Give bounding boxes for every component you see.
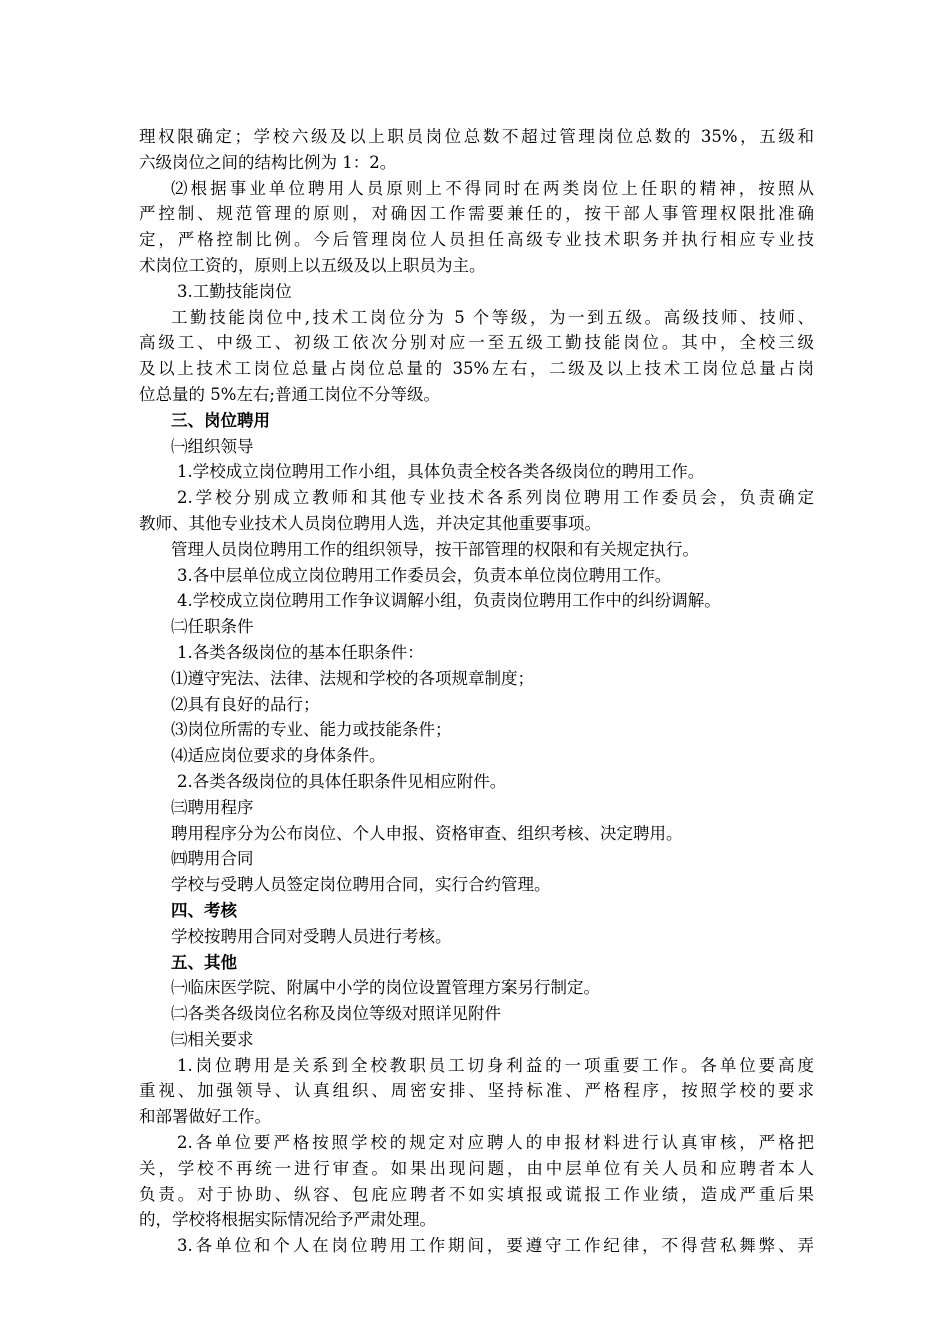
text-line: 六级岗位之间的结构比例为 1：2。 — [139, 152, 397, 172]
text-line: 术岗位工资的，原则上以五级及以上职员为主。 — [139, 255, 486, 275]
text-line: 3.各中层单位成立岗位聘用工作委员会，负责本单位岗位聘用工作。 — [177, 565, 672, 585]
text-line: ㈡任职条件 — [171, 617, 254, 637]
section-heading: 五、其他 — [171, 952, 237, 972]
text-line: 严控制、规范管理的原则，对确因工作需要兼任的，按干部人事管理权限批准确 — [139, 204, 814, 224]
text-line: 定，严格控制比例。今后管理岗位人员担任高级专业技术职务并执行相应专业技 — [139, 230, 814, 250]
text-line: 4.学校成立岗位聘用工作争议调解小组，负责岗位聘用工作中的纠纷调解。 — [177, 591, 721, 611]
text-line: 3.工勤技能岗位 — [177, 281, 292, 301]
text-line: 2.各类各级岗位的具体任职条件见相应附件。 — [177, 771, 507, 791]
text-line: 2.各单位要严格按照学校的规定对应聘人的申报材料进行认真审核，严格把 — [177, 1133, 814, 1153]
text-line: ⑴遵守宪法、法律、法规和学校的各项规章制度； — [171, 668, 534, 688]
text-line: 1.学校成立岗位聘用工作小组，具体负责全校各类各级岗位的聘用工作。 — [177, 462, 705, 482]
text-line: ⑷适应岗位要求的身体条件。 — [171, 746, 386, 766]
text-line: 教师、其他专业技术人员岗位聘用人选，并决定其他重要事项。 — [139, 513, 601, 533]
text-line: ㈣聘用合同 — [171, 849, 254, 869]
document-body — [139, 124, 814, 1259]
text-line: ㈠临床医学院、附属中小学的岗位设置管理方案另行制定。 — [171, 978, 600, 998]
text-line: ㈢相关要求 — [171, 1029, 254, 1049]
text-line: 位总量的 5%左右;普通工岗位不分等级。 — [139, 384, 440, 404]
section-heading: 四、考核 — [171, 900, 237, 920]
text-line: 2.学校分别成立教师和其他专业技术各系列岗位聘用工作委员会，负责确定 — [177, 488, 814, 508]
text-line: 负责。对于协助、纵容、包庇应聘者不如实填报或谎报工作业绩，造成严重后果 — [139, 1184, 814, 1204]
text-line: 关，学校不再统一进行审查。如果出现问题，由中层单位有关人员和应聘者本人 — [139, 1158, 814, 1178]
text-line: 重视、加强领导、认真组织、周密安排、坚持标准、严格程序，按照学校的要求 — [139, 1081, 814, 1101]
text-line: 高级工、中级工、初级工依次分别对应一至五级工勤技能岗位。其中，全校三级 — [139, 333, 814, 353]
text-line: 1.岗位聘用是关系到全校教职员工切身利益的一项重要工作。各单位要高度 — [177, 1055, 814, 1075]
text-line: ㈢聘用程序 — [171, 797, 254, 817]
text-line: 工勤技能岗位中,技术工岗位分为 5 个等级，为一到五级。高级技师、技师、 — [171, 307, 814, 327]
text-line: ㈠组织领导 — [171, 436, 254, 456]
text-line: 学校与受聘人员签定岗位聘用合同，实行合约管理。 — [171, 875, 551, 895]
text-line: 学校按聘用合同对受聘人员进行考核。 — [171, 926, 452, 946]
text-line: ㈡各类各级岗位名称及岗位等级对照详见附件 — [171, 1004, 501, 1024]
text-line: 及以上技术工岗位总量占岗位总量的 35%左右，二级及以上技术工岗位总量占岗 — [139, 359, 814, 379]
text-line: ⑵具有良好的品行； — [171, 694, 320, 714]
text-line: 3.各单位和个人在岗位聘用工作期间，要遵守工作纪律，不得营私舞弊、弄 — [177, 1236, 814, 1256]
text-line: ⑶岗位所需的专业、能力或技能条件； — [171, 720, 452, 740]
text-line: ⑵根据事业单位聘用人员原则上不得同时在两类岗位上任职的精神，按照从 — [171, 178, 814, 198]
text-line: 和部署做好工作。 — [139, 1107, 271, 1127]
section-heading: 三、岗位聘用 — [171, 410, 270, 430]
text-line: 管理人员岗位聘用工作的组织领导，按干部管理的权限和有关规定执行。 — [171, 539, 699, 559]
text-line: 理权限确定；学校六级及以上职员岗位总数不超过管理岗位总数的 35%，五级和 — [139, 127, 814, 146]
text-line: 聘用程序分为公布岗位、个人申报、资格审查、组织考核、决定聘用。 — [171, 823, 683, 843]
text-line: 的，学校将根据实际情况给予严肃处理。 — [139, 1210, 436, 1230]
text-line: 1.各类各级岗位的基本任职条件： — [177, 642, 424, 662]
